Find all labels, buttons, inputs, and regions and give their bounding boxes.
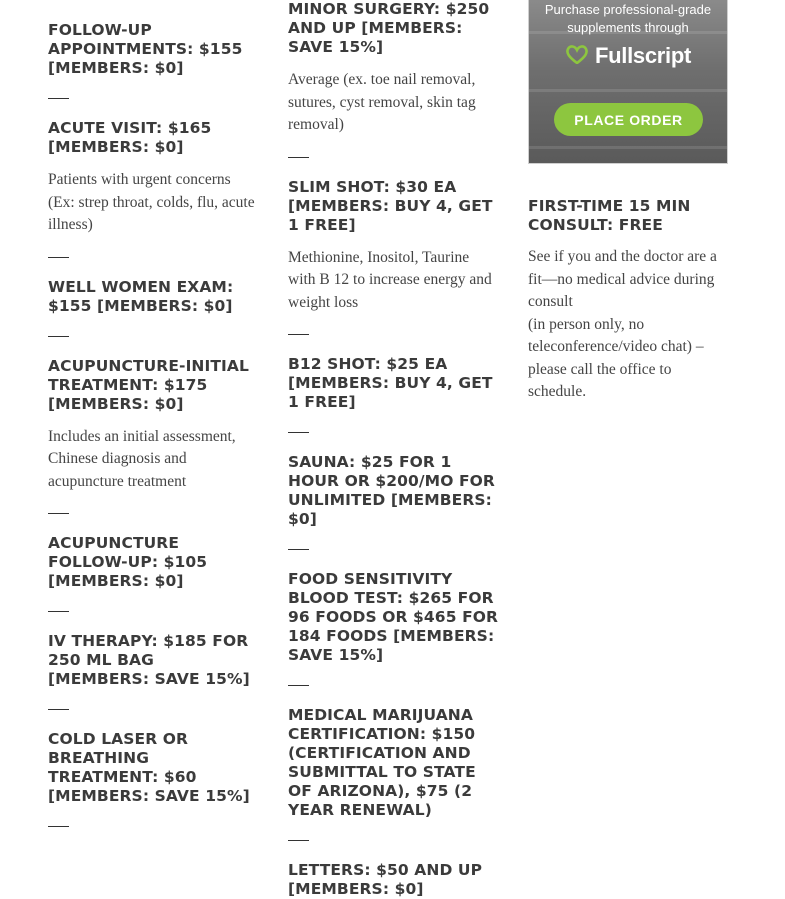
service-title-acupuncture-follow-up: ACUPUNCTURE FOLLOW-UP: $105 [MEMBERS: $0] [48,534,208,590]
consult-description-line2: (in person only, no teleconference/video chat) – please call the office to schedule. [528,315,704,400]
divider [48,826,69,827]
services-column-1 [48,0,260,827]
service-title-food-sensitivity: FOOD SENSITIVITY BLOOD TEST: $265 FOR 96 FOODS OR $465 FOR 184 FOODS [MEMBERS: SAVE 15%] [288,570,499,664]
service-title-acute-visit: ACUTE VISIT: $165 [MEMBERS: $0] [48,119,212,156]
service-title-well-women: WELL WOMEN EXAM: $155 [MEMBERS: $0] [48,277,234,315]
services-column-2 [288,0,500,899]
ad-tagline [529,1,727,37]
place-order-button[interactable]: PLACE ORDER [554,103,703,136]
service-title-cold-laser: COLD LASER OR BREATHING TREATMENT: $60 [MEMBERS: SAVE 15%] [48,730,250,805]
service-title-medical-marijuana: MEDICAL MARIJUANA CERTIFICATION: $150 (CERTIFICATION AND SUBMITTAL TO STATE OF ARIZONA), $75 (2 YEAR RENEWAL) [288,706,476,819]
ad-tagline-line2: supplements through [567,20,689,35]
service-title-slim-shot: SLIM SHOT: $30 EA [MEMBERS: BUY 4, GET 1 FREE] [288,177,493,234]
service-title-b12-shot: B12 SHOT: $25 EA [MEMBERS: BUY 4, GET 1 FREE] [288,355,493,411]
service-title-iv-therapy: IV THERAPY: $185 FOR 250 ML BAG [MEMBERS: SAVE 15%] [48,632,250,688]
consult-description [528,246,728,404]
service-title-sauna: SAUNA: $25 FOR 1 HOUR OR $200/MO FOR UNLIMITED [MEMBERS: $0] [288,453,495,528]
service-title-follow-up: FOLLOW-UP APPOINTMENTS: $155 [MEMBERS: $0] [48,21,243,77]
service-title-minor-surgery: MINOR SURGERY: $250 AND UP [MEMBERS: SAVE 15%] [288,0,490,56]
fullscript-logo [529,43,727,69]
fullscript-brand-name: Fullscript [594,43,691,68]
service-desc-minor-surgery: Average (ex. toe nail removal, sutures, cyst removal, skin tag removal) [288,71,476,133]
ad-shelf-decoration [529,89,727,92]
ad-tagline-line1: Purchase professional-grade [544,2,712,17]
service-desc-acute-visit: Patients with urgent concerns (Ex: strep throat, colds, flu, acute illness) [48,171,255,233]
consult-column [528,197,728,404]
service-desc-acupuncture-initial: Includes an initial assessment, Chinese diagnosis and acupuncture treatment [48,427,236,490]
service-title-letters: LETTERS: $50 AND UP [MEMBERS: $0] [288,861,483,898]
ad-shelf-decoration [529,146,727,149]
consult-description-line1: See if you and the doctor are a fit—no medical advice during consult [528,248,717,310]
consult-title: FIRST-TIME 15 MIN CONSULT: FREE [528,197,691,234]
fullscript-leaf-icon [565,44,589,69]
service-title-acupuncture-initial: ACUPUNCTURE-INITIAL TREATMENT: $175 [MEMBERS: $0] [48,356,249,413]
service-desc-slim-shot: Methionine, Inositol, Taurine with B 12 to increase energy and weight loss [288,248,492,311]
fullscript-ad-banner[interactable] [528,0,728,164]
